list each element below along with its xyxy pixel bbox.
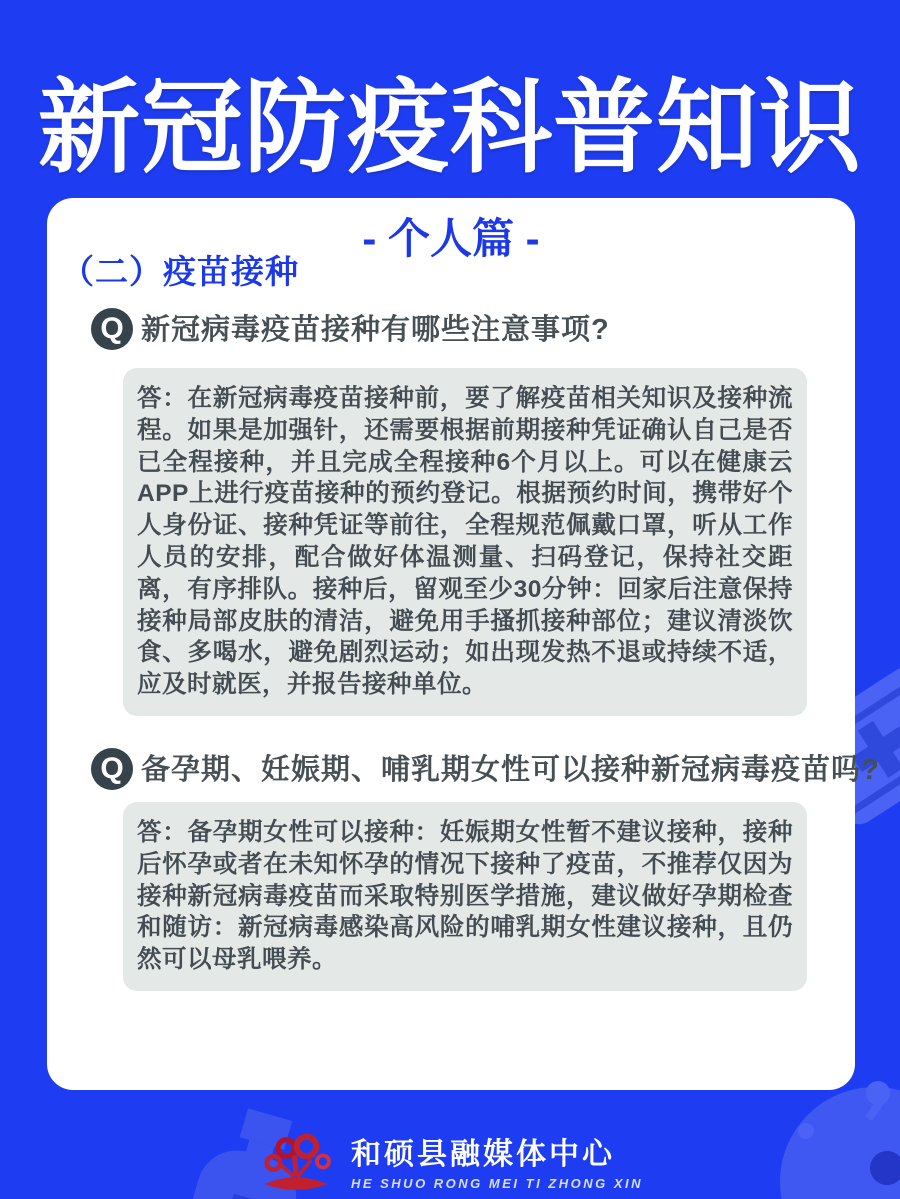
question-text: 备孕期、妊娠期、哺乳期女性可以接种新冠病毒疫苗吗?: [141, 754, 880, 786]
org-name: 和硕县融媒体中心: [350, 1138, 615, 1171]
q-badge-icon: Q: [91, 308, 133, 350]
footer: [0, 1127, 900, 1193]
question-text: 新冠病毒疫苗接种有哪些注意事项?: [141, 314, 610, 346]
subtitle: - 个人篇 -: [362, 215, 540, 262]
page-title: 新冠防疫科普知识: [38, 71, 862, 185]
answer-box: 答：备孕期女性可以接种：妊娠期女性暂不建议接种，接种后怀孕或者在未知怀孕的情况下接种了疫苗，不推荐仅因为接种新冠病毒疫苗而采取特别医学措施，建议做好孕期检查和随访：新冠病毒感染高风险的哺乳期女性建议接种，且仍然可以母乳喂养。: [123, 802, 807, 991]
q-badge-icon: Q: [91, 748, 133, 790]
footer-text: [351, 1129, 643, 1191]
question-row: [91, 310, 610, 350]
section-heading: （二）疫苗接种: [61, 253, 299, 290]
question-row: [91, 750, 880, 790]
answer-box: 答：在新冠病毒疫苗接种前，要了解疫苗相关知识及接种流程。如果是加强针，还需要根据前期接种凭证确认自己是否已全程接种，并且完成全程接种6个月以上。可以在健康云APP上进行疫苗接种的预约登记。根据预约时间，携带好个人身份证、接种凭证等前往，全程规范佩戴口罩，听从工作人员的安排，配合做好体温测量、扫码登记，保持社交距离，有序排队。接种后，留观至少30分钟：回家后注意保持接种局部皮肤的清洁，避免用手搔抓接种部位；建议清淡饮食、多喝水，避免剧烈运动；如出现发热不退或持续不适，应及时就医，并报告接种单位。: [123, 368, 807, 716]
content-card: [47, 198, 880, 1090]
org-pinyin: HE SHUO RONG MEI TI ZHONG XIN: [350, 1176, 644, 1191]
rongmei-center-logo: [257, 1127, 335, 1193]
